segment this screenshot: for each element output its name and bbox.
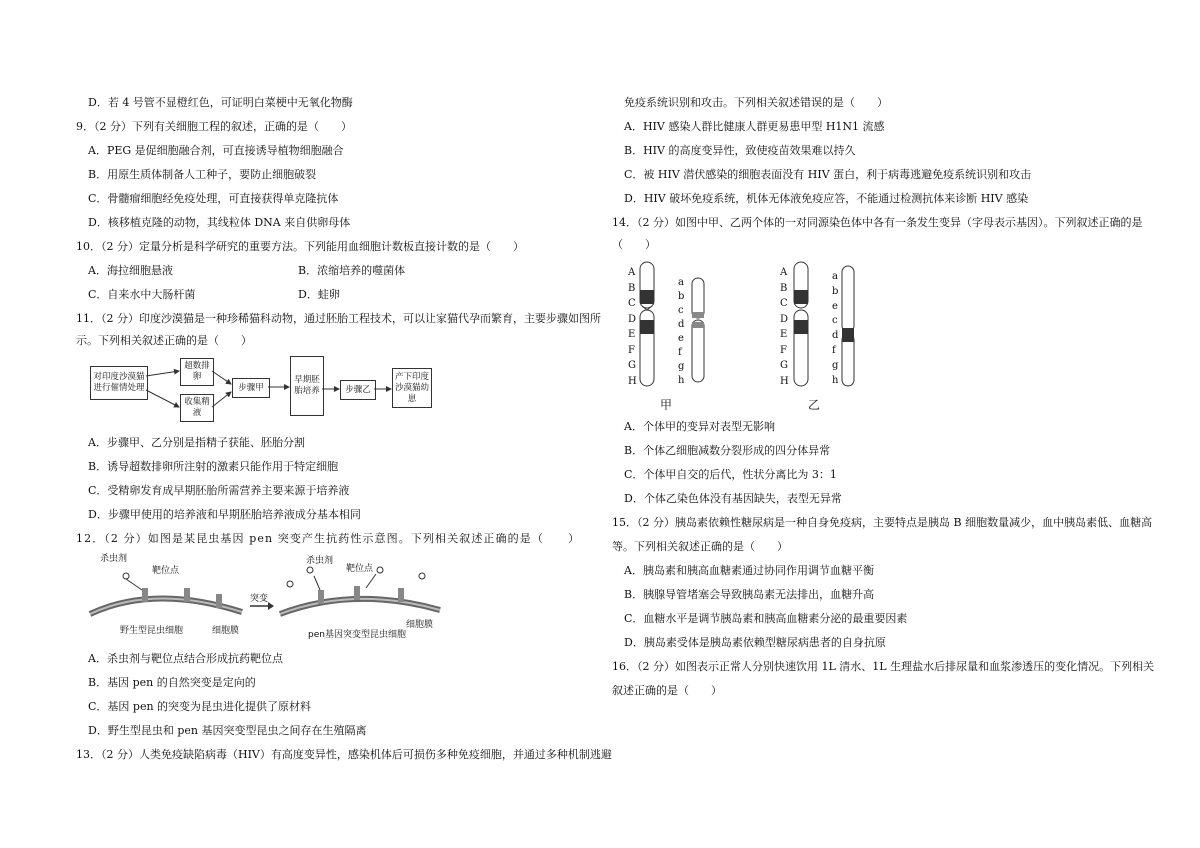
q14-chromosome-figure bbox=[620, 256, 880, 416]
gene-letter-jia: c bbox=[678, 305, 684, 316]
mutated-target-site bbox=[318, 590, 324, 604]
q10-option-d: D．蛙卵 bbox=[298, 288, 340, 301]
q16-stem-line1: 16．（2 分）如图表示正常人分别快速饮用 1L 清水、1L 生理盐水后排尿量和血浆渗透压的变化情况。下列相关 bbox=[612, 660, 1155, 673]
q12-stem: 12．（2 分）如图是某昆虫基因 pen 突变产生抗药性示意图。下列相关叙述正确的是（ ） bbox=[76, 532, 581, 545]
q10-option-a: A．海拉细胞悬液 bbox=[88, 264, 173, 277]
gene-letter-yi: c bbox=[832, 315, 838, 327]
gene-letter-jia: d bbox=[678, 319, 685, 330]
gene-letter-yi: a bbox=[832, 271, 838, 282]
gene-letter-yi_upper: E bbox=[780, 329, 788, 340]
q14-stem-line2: （ ） bbox=[612, 238, 656, 251]
q8-option-d: D．若 4 号管不显橙红色，可证明白菜梗中无氧化物酶 bbox=[88, 96, 353, 109]
q12-label-membrane-2: 细胞膜 bbox=[406, 620, 434, 630]
gene-letter-upper: C bbox=[628, 298, 636, 309]
flow-step-a-box: 步骤甲 bbox=[232, 378, 270, 398]
q9-option-d: D．核移植克隆的动物，其线粒体 DNA 来自供卵母体 bbox=[88, 216, 351, 229]
flow-superovulation-box: 超数排卵 bbox=[180, 358, 214, 386]
q13-option-c: C．被 HIV 潜伏感染的细胞表面没有 HIV 蛋白，利于病毒逃避免疫系统识别和攻击 bbox=[624, 168, 1032, 181]
q16-stem-line2: 叙述正确的是（ ） bbox=[612, 684, 722, 697]
q14-option-d: D．个体乙染色体没有基因缺失，表型无异常 bbox=[624, 492, 842, 505]
q14-stem-line1: 14．（2 分）如图中甲、乙两个体的一对同源染色体中各有一条发生变异（字母表示基因）。下列叙述正确的是 bbox=[612, 216, 1143, 229]
flow-step-b-box: 步骤乙 bbox=[340, 380, 376, 400]
flow-arrows bbox=[84, 352, 436, 424]
flow-early-embryo-box: 早期胚胎培养 bbox=[290, 356, 324, 416]
q12-option-d: D．野生型昆虫和 pen 基因突变型昆虫之间存在生殖隔离 bbox=[88, 724, 367, 737]
q11-stem-line2: 示。下列相关叙述正确的是（ ） bbox=[76, 334, 252, 347]
gene-letter-yi: d bbox=[832, 330, 839, 342]
gene-letter-jia: a bbox=[678, 277, 684, 288]
q10-stem: 10．（2 分）定量分析是科学研究的重要方法。下列能用血细胞计数板直接计数的是（ ） bbox=[76, 240, 524, 253]
chromosome-yi-2 bbox=[842, 266, 854, 386]
q12-option-c: C．基因 pen 的突变为昆虫进化提供了原材料 bbox=[88, 700, 312, 713]
q12-label-membrane: 细胞膜 bbox=[212, 626, 240, 636]
gene-letter-yi: h bbox=[832, 374, 839, 386]
q12-label-target: 靶位点 bbox=[152, 566, 180, 576]
gene-letter-jia: f bbox=[678, 347, 682, 358]
q15-stem-line1: 15．（2 分）胰岛素依赖性糖尿病是一种自身免疫病，主要特点是胰岛 B 细胞数量减少，血中胰岛素低、血糖高 bbox=[612, 516, 1153, 529]
q13-option-d: D．HIV 破坏免疫系统，机体无体液免疫应答，不能通过检测抗体来诊断 HIV 感染 bbox=[624, 192, 1029, 205]
gene-letter-yi_upper: C bbox=[780, 298, 788, 309]
q15-option-b: B．胰腺导管堵塞会导致胰岛素无法排出，血糖升高 bbox=[624, 588, 875, 601]
gene-letter-jia: e bbox=[678, 333, 684, 344]
q14-label-jia: 甲 bbox=[660, 398, 673, 412]
q12-option-a: A．杀虫剂与靶位点结合形成抗药靶位点 bbox=[88, 652, 283, 665]
gene-letter-yi_upper: G bbox=[780, 360, 788, 371]
q11-option-c: C．受精卵发育成早期胚胎所需营养主要来源于培养液 bbox=[88, 484, 350, 497]
q11-stem-line1: 11．（2 分）印度沙漠猫是一种珍稀猫科动物，通过胚胎工程技术，可以让家猫代孕而繁育，主要步骤如图所 bbox=[76, 312, 601, 325]
gene-letter-yi_upper: B bbox=[780, 282, 788, 294]
q12-label-mutation: 突变 bbox=[250, 594, 269, 604]
target-site bbox=[216, 594, 222, 608]
q9-option-c: C．骨髓瘤细胞经免疫处理，可直接获得单克隆抗体 bbox=[88, 192, 339, 205]
q11-option-a: A．步骤甲、乙分别是指精子获能、胚胎分割 bbox=[88, 436, 305, 449]
q13-option-b: B．HIV 的高度变异性，致使疫苗效果难以持久 bbox=[624, 144, 856, 157]
chromosome-yi-1 bbox=[794, 262, 808, 386]
gene-letter-upper: H bbox=[628, 375, 637, 387]
q9-option-a: A．PEG 是促细胞融合剂，可直接诱导植物细胞融合 bbox=[88, 144, 344, 157]
q12-label-insecticide: 杀虫剂 bbox=[100, 554, 128, 564]
q14-option-b: B．个体乙细胞减数分裂形成的四分体异常 bbox=[624, 444, 831, 457]
q15-option-d: D．胰岛素受体是胰岛素依赖型糖尿病患者的自身抗原 bbox=[624, 636, 886, 649]
gene-letter-yi_upper: H bbox=[780, 375, 789, 387]
gene-letter-upper: G bbox=[628, 360, 636, 371]
q15-option-a: A．胰岛素和胰高血糖素通过协同作用调节血糖平衡 bbox=[624, 564, 874, 577]
q14-option-a: A．个体甲的变异对表型无影响 bbox=[624, 420, 775, 433]
flow-end-box: 产下印度沙漠猫幼崽 bbox=[392, 368, 432, 408]
gene-letter-upper: D bbox=[628, 313, 637, 325]
q12-label-target-2: 靶位点 bbox=[346, 564, 374, 574]
gene-letter-upper: E bbox=[628, 329, 636, 340]
q14-option-c: C．个体甲自交的后代，性状分离比为 3：1 bbox=[624, 468, 837, 481]
q12-label-wild-type: 野生型昆虫细胞 bbox=[120, 626, 184, 636]
chromosome-jia-2 bbox=[692, 278, 704, 382]
gene-letter-jia: b bbox=[678, 291, 685, 302]
target-site bbox=[142, 588, 148, 602]
gene-letter-yi: g bbox=[832, 359, 839, 371]
q10-option-c: C．自来水中大肠杆菌 bbox=[88, 288, 196, 301]
q12-figure bbox=[84, 548, 444, 640]
gene-letter-yi_upper: D bbox=[780, 313, 789, 325]
q9-option-b: B．用原生质体制备人工种子，要防止细胞破裂 bbox=[88, 168, 317, 181]
flow-collect-semen-box: 收集精液 bbox=[180, 394, 214, 422]
q11-option-b: B．诱导超数排卵所注射的激素只能作用于特定细胞 bbox=[88, 460, 339, 473]
target-site bbox=[184, 588, 190, 602]
q14-chromosomes bbox=[620, 256, 880, 416]
q9-stem: 9．（2 分）下列有关细胞工程的叙述，正确的是（ ） bbox=[76, 120, 352, 133]
q13-stem-line1: 13．（2 分）人类免疫缺陷病毒（HIV）有高度变异性，感染机体后可损伤多种免疫细胞，并通过多种机制逃避 bbox=[76, 748, 612, 761]
gene-letter-yi: b bbox=[832, 285, 839, 297]
gene-letter-yi_upper: A bbox=[780, 267, 788, 278]
gene-letter-yi_upper: F bbox=[780, 344, 787, 356]
q15-option-c: C．血糖水平是调节胰岛素和胰高血糖素分泌的最重要因素 bbox=[624, 612, 908, 625]
gene-letter-yi: e bbox=[832, 300, 838, 312]
q12-option-b: B．基因 pen 的自然突变是定向的 bbox=[88, 676, 256, 689]
gene-letter-jia: h bbox=[678, 375, 685, 386]
gene-letter-yi: f bbox=[832, 345, 836, 356]
gene-letter-upper: F bbox=[628, 344, 635, 356]
q13-stem-line2: 免疫系统识别和攻击。下列相关叙述错误的是（ ） bbox=[624, 96, 888, 109]
q12-label-mutant: pen基因突变型昆虫细胞 bbox=[308, 630, 406, 640]
q14-label-yi: 乙 bbox=[808, 398, 821, 412]
gene-letter-upper: A bbox=[628, 267, 636, 278]
gene-letter-upper: B bbox=[628, 282, 636, 294]
gene-letter-jia: g bbox=[678, 361, 685, 372]
q11-flow-diagram bbox=[84, 352, 436, 424]
q11-option-d: D．步骤甲使用的培养液和早期胚胎培养液成分基本相同 bbox=[88, 508, 361, 521]
chromosome-jia-1 bbox=[640, 262, 654, 386]
q13-option-a: A．HIV 感染人群比健康人群更易患甲型 H1N1 流感 bbox=[624, 120, 885, 133]
insecticide-molecule bbox=[123, 573, 129, 579]
q12-label-insecticide-2: 杀虫剂 bbox=[306, 556, 334, 566]
q15-stem-line2: 等。下列相关叙述正确的是（ ） bbox=[612, 540, 788, 553]
mutated-target-site bbox=[354, 586, 360, 600]
q10-option-b: B．浓缩培养的噬菌体 bbox=[298, 264, 406, 277]
flow-start-box: 对印度沙漠猫进行催情处理 bbox=[90, 366, 148, 400]
mutated-target-site bbox=[398, 588, 404, 602]
